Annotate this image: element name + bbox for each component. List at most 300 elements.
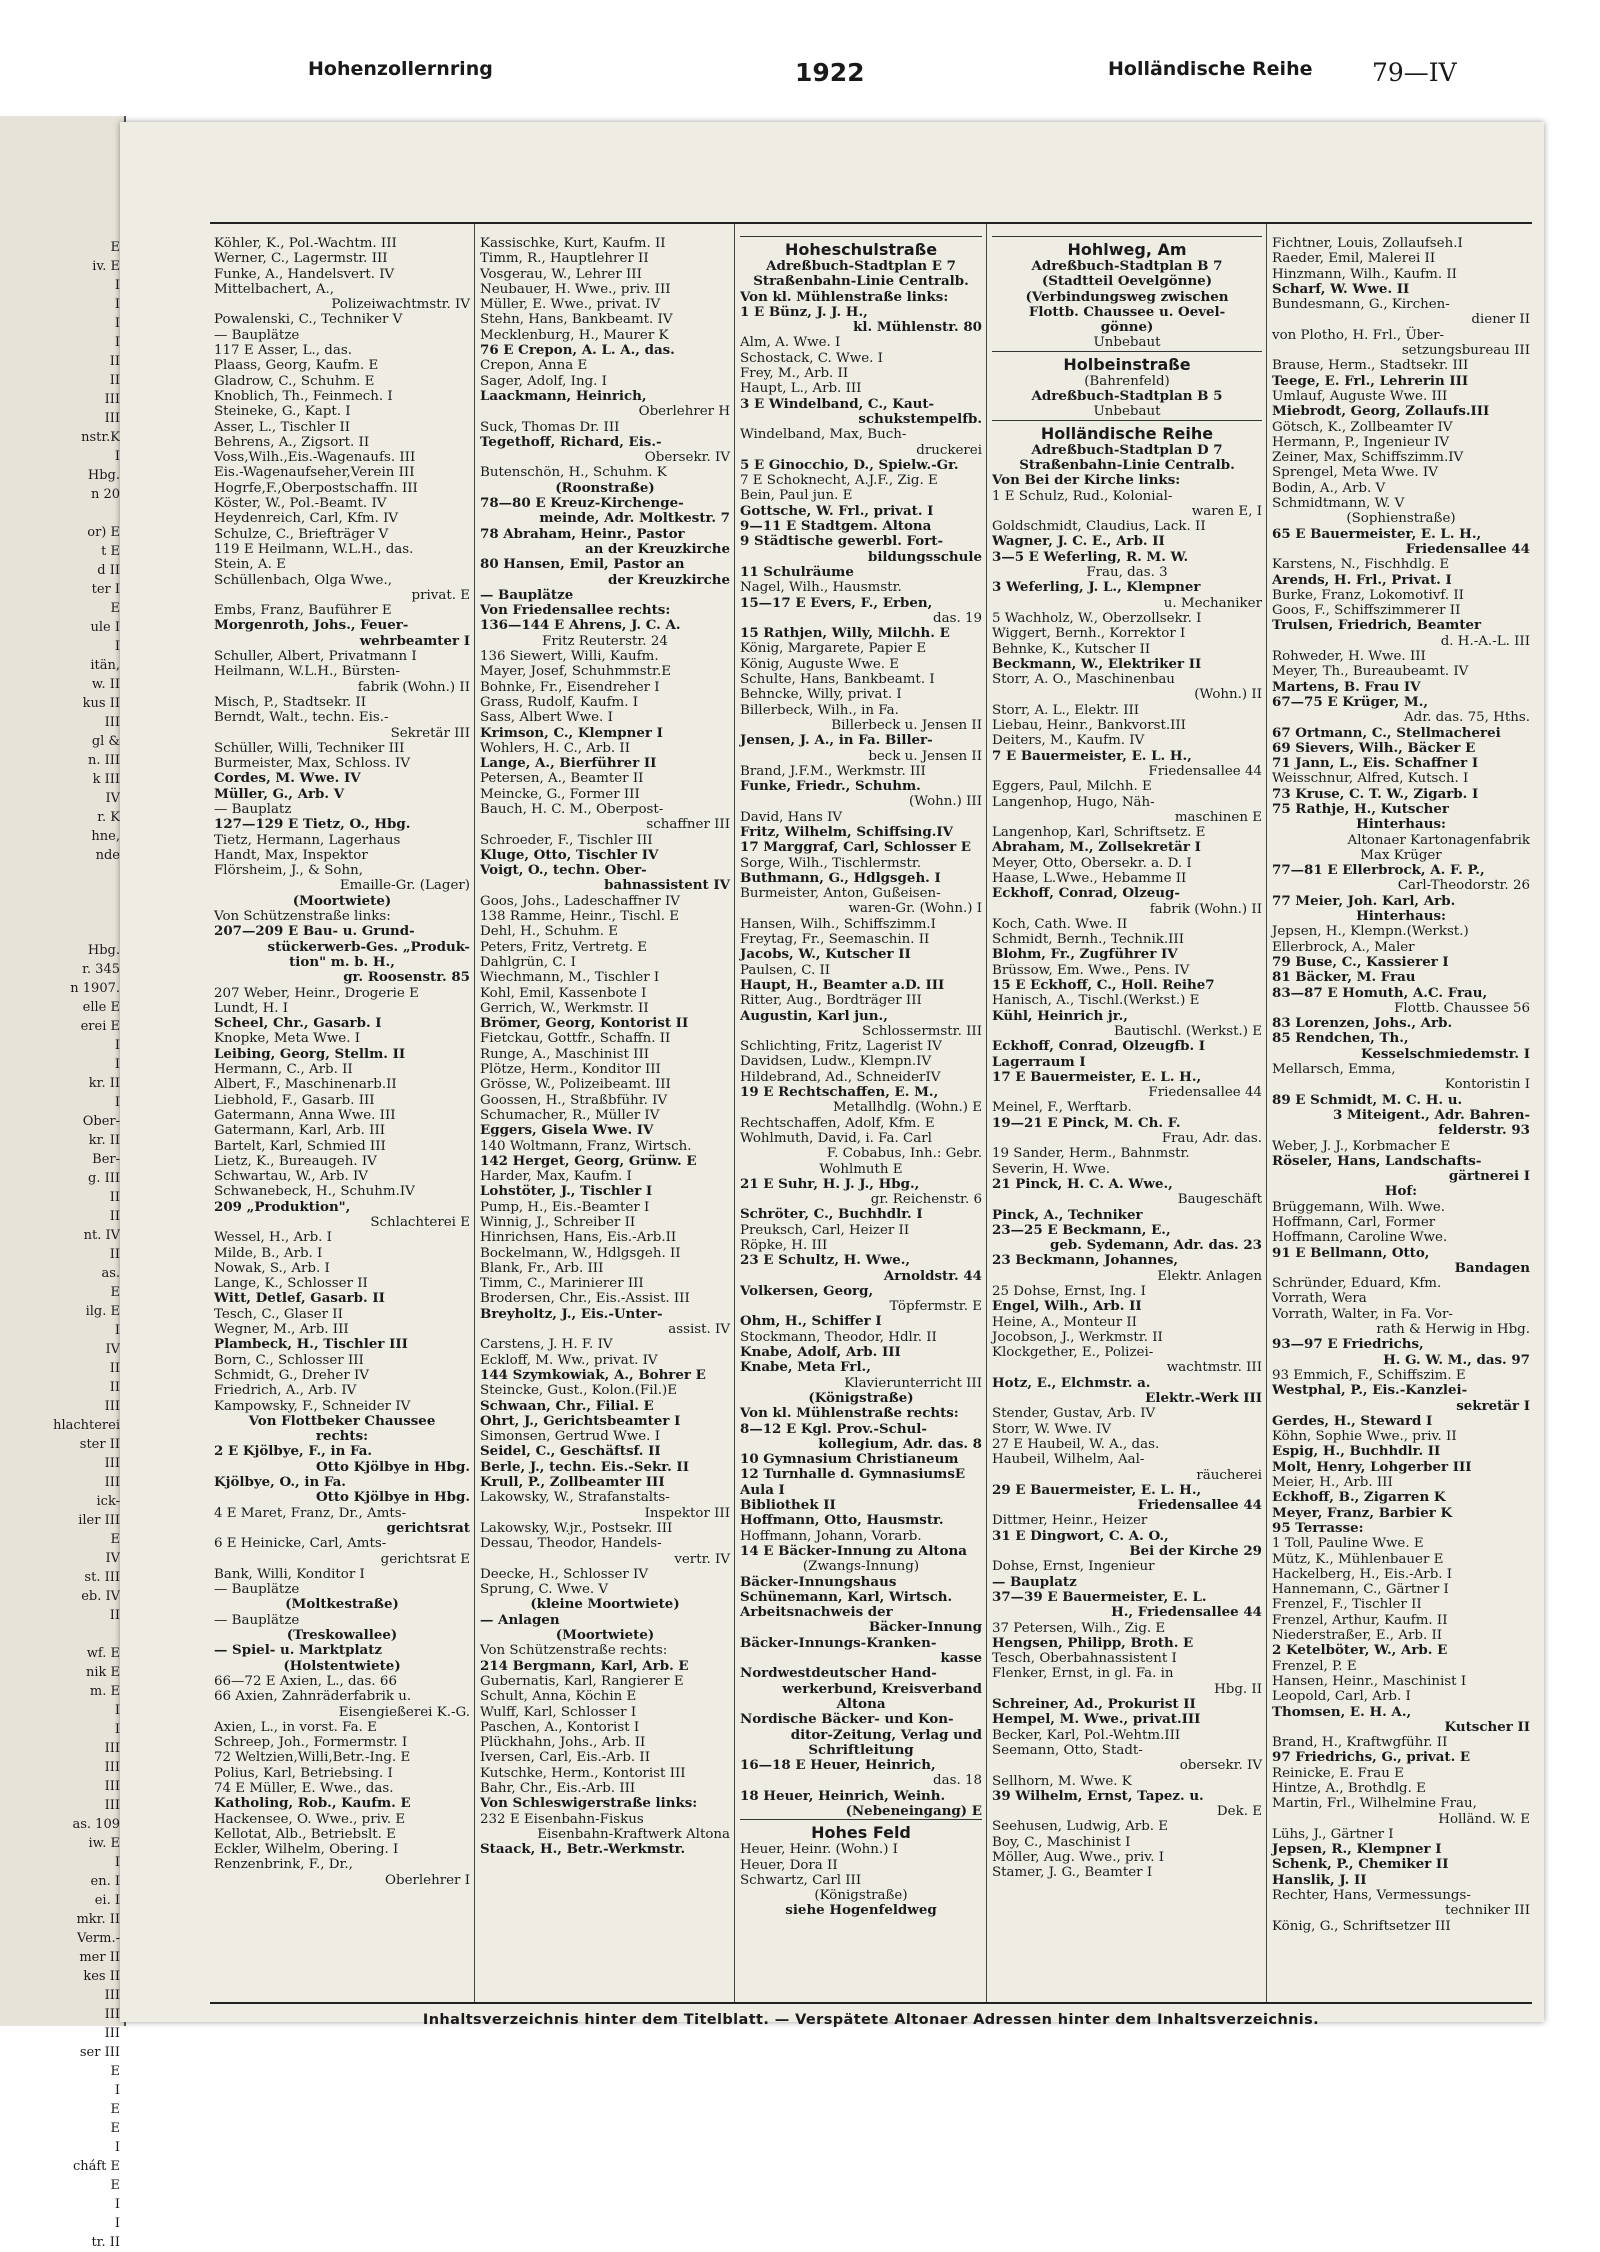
- previous-page-fragment: III: [104, 1456, 120, 1471]
- directory-entry: 85 Rendchen, Th.,: [1272, 1030, 1409, 1047]
- directory-entry: Eckhoff, Conrad, Olzeug-: [992, 885, 1180, 902]
- directory-entry: Lagerraum I: [992, 1053, 1086, 1070]
- directory-entry: (Stadtteil Oevelgönne): [1041, 273, 1213, 290]
- directory-entry: Pump, H., Eis.-Beamter I: [480, 1199, 650, 1215]
- directory-entry: Friedrich, A., Arb. IV: [214, 1383, 357, 1399]
- directory-entry: Adreßbuch-Stadtplan B 5: [1031, 388, 1223, 405]
- directory-entry: Eckhoff, B., Zigarren K: [1272, 1489, 1446, 1506]
- directory-entry: Dehl, H., Schuhm. E: [480, 924, 619, 940]
- directory-entry: Holländ. W. E: [1438, 1811, 1530, 1827]
- directory-entry: Deiters, M., Kaufm. IV: [992, 733, 1145, 749]
- directory-column-1: [214, 236, 470, 1998]
- directory-entry: Straßenbahn-Linie Centralb.: [1019, 456, 1235, 473]
- directory-entry: Flottb. Chaussee 56: [1394, 1000, 1530, 1016]
- directory-entry: Wiechmann, M., Tischler I: [480, 970, 660, 986]
- directory-entry: Sager, Adolf, Ing. I: [480, 373, 607, 389]
- previous-page-fragment: II: [109, 1361, 120, 1376]
- directory-entry: Steincke, Gust., Kolon.(Fil.)E: [480, 1383, 678, 1399]
- directory-entry: 67—75 E Krüger, M.,: [1272, 693, 1429, 710]
- directory-entry: Martens, B. Frau IV: [1272, 678, 1421, 695]
- directory-entry: Schmidt, Bernh., Technik.III: [992, 932, 1185, 948]
- directory-entry: Elektr.-Werk III: [1145, 1390, 1262, 1407]
- previous-page-fragment: III: [104, 1798, 120, 1813]
- directory-entry: Lühs, J., Gärtner I: [1272, 1826, 1394, 1842]
- directory-entry: der Kreuzkirche: [608, 571, 730, 588]
- directory-entry: Billerbeck u. Jensen II: [831, 717, 982, 733]
- directory-entry: Berle, J., techn. Eis.-Sekr. II: [480, 1458, 689, 1475]
- directory-entry: Bodin, A., Arb. V: [1272, 480, 1386, 496]
- directory-entry: 1 Toll, Pauline Wwe. E: [1272, 1536, 1424, 1552]
- directory-entry: u. Mechaniker: [1163, 595, 1262, 611]
- directory-entry: Röpke, H. III: [740, 1238, 828, 1253]
- directory-entry: Miebrodt, Georg, Zollaufs.III: [1272, 403, 1490, 420]
- directory-entry: Paulsen, C. II: [740, 962, 831, 978]
- directory-entry: Cordes, M. Wwe. IV: [214, 770, 361, 787]
- directory-entry: Von kl. Mühlenstraße rechts:: [740, 1405, 959, 1422]
- previous-page-fragment: III: [104, 1988, 120, 2003]
- directory-entry: Kesselschmiedemstr. I: [1361, 1045, 1530, 1062]
- directory-entry: Bahr, Chr., Eis.-Arb. III: [480, 1780, 636, 1796]
- previous-page-fragment: ter I: [91, 582, 120, 597]
- directory-entry: Adr. das. 75, Hths.: [1404, 710, 1530, 726]
- directory-entry: felderstr. 93: [1438, 1122, 1530, 1139]
- directory-entry: druckerei: [916, 442, 982, 458]
- directory-entry: H. G. W. M., das. 97: [1383, 1351, 1530, 1368]
- directory-entry: Alm, A. Wwe. I: [740, 335, 841, 351]
- directory-entry: Sellhorn, M. Wwe. K: [992, 1773, 1132, 1789]
- directory-entry: Hoffmann, Caroline Wwe.: [1272, 1230, 1448, 1246]
- directory-entry: gönne): [1100, 319, 1154, 336]
- directory-entry: Schlossermstr. III: [862, 1023, 982, 1039]
- directory-entry: Meincke, G., Former III: [480, 786, 640, 802]
- directory-entry: 37—39 E Bauermeister, E. L.: [992, 1588, 1207, 1605]
- directory-column-5: [1272, 236, 1530, 1998]
- directory-entry: assist. IV: [668, 1322, 730, 1338]
- directory-entry: gr. Roosenstr. 85: [343, 969, 470, 986]
- directory-entry: Hbg. II: [1214, 1681, 1262, 1697]
- directory-entry: Simonsen, Gertrud Wwe. I: [480, 1429, 660, 1445]
- directory-entry: Petersen, A., Beamter II: [480, 771, 644, 787]
- directory-entry: Stockmann, Theodor, Hdlr. II: [740, 1329, 937, 1345]
- directory-entry: 71 Jann, L., Eis. Schaffner I: [1272, 755, 1479, 772]
- previous-page-fragment: II: [109, 1608, 120, 1623]
- directory-entry: Abraham, M., Zollsekretär I: [992, 839, 1201, 856]
- header-year: 1922: [795, 58, 865, 87]
- directory-entry: rechts:: [315, 1428, 369, 1445]
- directory-entry: Reinicke, E. Frau E: [1272, 1765, 1404, 1781]
- directory-entry: 37 Petersen, Wilh., Zig. E: [992, 1620, 1166, 1636]
- directory-entry: Schostack, C. Wwe. I: [740, 350, 883, 366]
- directory-entry: Haupt, L., Arb. III: [740, 381, 862, 397]
- directory-entry: 67 Ortmann, C., Stellmacherei: [1272, 724, 1501, 741]
- directory-entry: Hermann, P., Ingenieur IV: [1272, 434, 1449, 450]
- directory-entry: Schriftleitung: [808, 1741, 914, 1758]
- previous-page-fragment: hlachterei: [53, 1418, 120, 1433]
- directory-entry: Voigt, O., techn. Ober-: [480, 862, 647, 879]
- directory-entry: Friedensallee 44: [1405, 540, 1530, 557]
- directory-entry: (Moortwiete): [292, 892, 392, 909]
- directory-entry: Stein, A. E: [214, 557, 286, 573]
- previous-page-fragment: n 20: [90, 487, 120, 502]
- directory-entry: Gatermann, Anna Wwe. III: [214, 1107, 396, 1123]
- previous-page-fragment: II: [109, 1190, 120, 1205]
- previous-page-fragment: iv. E: [92, 259, 120, 274]
- directory-entry: Dohse, Ernst, Ingenieur: [992, 1559, 1155, 1575]
- previous-page-fragment: r. 345: [82, 962, 120, 977]
- directory-entry: Pinck, A., Techniker: [992, 1206, 1143, 1223]
- directory-entry: Goos, Johs., Ladeschaffner IV: [480, 893, 680, 909]
- directory-entry: Eisenbahn-Kraftwerk Altona: [537, 1826, 730, 1842]
- directory-entry: 17 E Bauermeister, E. L. H.,: [992, 1068, 1202, 1085]
- previous-page-fragment: eb. IV: [81, 1589, 120, 1604]
- directory-entry: 144 Szymkowiak, A., Bohrer E: [480, 1366, 706, 1383]
- directory-entry: — Bauplätze: [214, 327, 300, 343]
- directory-entry: Sprengel, Meta Wwe. IV: [1272, 465, 1438, 481]
- directory-entry: ditor-Zeitung, Verlag und: [790, 1726, 982, 1743]
- directory-entry: Köster, W., Pol.-Beamt. IV: [214, 496, 387, 512]
- directory-entry: 15 E Eckhoff, C., Holl. Reihe7: [992, 977, 1215, 994]
- directory-entry: Koch, Cath. Wwe. II: [992, 916, 1128, 932]
- directory-entry: wehrbeamter I: [359, 632, 470, 649]
- directory-entry: Gatermann, Karl, Arb. III: [214, 1123, 386, 1139]
- directory-entry: Adreßbuch-Stadtplan D 7: [1031, 441, 1223, 458]
- previous-page-fragment: [0, 903, 124, 922]
- directory-entry: Von Schützenstraße rechts:: [480, 1643, 668, 1659]
- directory-entry: Blank, Fr., Arb. III: [480, 1260, 604, 1276]
- directory-entry: 1 E Bünz, J. J. H.,: [740, 303, 868, 320]
- directory-entry: fabrik (Wohn.) II: [357, 679, 470, 695]
- directory-entry: Gladrow, C., Schuhm. E: [214, 373, 375, 389]
- directory-entry: Von Schleswigerstraße links:: [480, 1795, 698, 1812]
- directory-entry: setzungsbureau III: [1401, 343, 1530, 359]
- directory-entry: Schult, Anna, Köchin E: [480, 1689, 637, 1705]
- previous-page-fragment: III: [104, 2026, 120, 2041]
- directory-entry: Baugeschäft: [1177, 1192, 1262, 1208]
- directory-entry: Altona: [836, 1695, 886, 1712]
- directory-entry: Von Schützenstraße links:: [214, 909, 391, 925]
- previous-page-fragment: I: [114, 2140, 120, 2155]
- directory-entry: Mellarsch, Emma,: [1272, 1062, 1396, 1078]
- directory-entry: Bei der Kirche 29: [1129, 1543, 1262, 1560]
- previous-page-fragment: ei. I: [94, 1893, 120, 1908]
- directory-entry: Weber, J. J., Korbmacher E: [1272, 1138, 1451, 1154]
- directory-entry: 81 Bäcker, M. Frau: [1272, 969, 1416, 986]
- previous-page-fragment: Ber-: [92, 1152, 120, 1167]
- directory-entry: Adreßbuch-Stadtplan B 7: [1031, 258, 1223, 274]
- directory-entry: 66—72 E Axien, L., das. 66: [214, 1673, 397, 1689]
- directory-entry: 95 Terrasse:: [1272, 1519, 1364, 1536]
- directory-entry: Kutschke, Herm., Kontorist III: [480, 1765, 686, 1781]
- previous-page-fragment: IV: [105, 1551, 120, 1566]
- directory-entry: Plaass, Georg, Kaufm. E: [214, 358, 379, 374]
- street-heading: Holbeinstraße: [992, 351, 1262, 374]
- directory-entry: 119 E Heilmann, W.L.H., das.: [214, 541, 414, 557]
- directory-entry: Hanisch, A., Tischl.(Werkst.) E: [992, 993, 1200, 1009]
- previous-page-fragment: II: [109, 1380, 120, 1395]
- directory-entry: Kühl, Heinrich jr.,: [992, 1007, 1128, 1024]
- directory-entry: Kjölbye, O., in Fa.: [214, 1474, 346, 1491]
- directory-entry: Frenzel, F., Tischler II: [1272, 1597, 1422, 1613]
- directory-entry: 127—129 E Tietz, O., Hbg.: [214, 816, 411, 833]
- directory-entry: waren-Gr. (Wohn.) I: [848, 901, 982, 917]
- directory-entry: Meyer, Franz, Barbier K: [1272, 1504, 1453, 1521]
- previous-page-fragment: III: [104, 2007, 120, 2022]
- directory-entry: Freytag, Fr., Seemaschin. II: [740, 932, 930, 948]
- directory-entry: Burmeister, Max, Schloss. IV: [214, 756, 411, 772]
- directory-entry: — Spiel- u. Marktplatz: [214, 1642, 382, 1659]
- previous-page-fragment: I: [114, 1722, 120, 1737]
- previous-page-fragment: E: [110, 240, 120, 255]
- previous-page-fragment: I: [114, 639, 120, 654]
- previous-page-fragment: cháft E: [72, 2159, 120, 2174]
- directory-entry: Frau, das. 3: [1086, 565, 1168, 581]
- directory-entry: Fritz, Wilhelm, Schiffsing.IV: [740, 823, 954, 840]
- directory-entry: Brause, Herm., Stadtsekr. III: [1272, 358, 1469, 374]
- previous-page-fragment: nik E: [85, 1665, 120, 1680]
- directory-entry: 136 Siewert, Willi, Kaufm.: [480, 649, 659, 665]
- directory-entry: Burmeister, Anton, Gußeisen-: [740, 886, 941, 902]
- directory-entry: werkerbund, Kreisverband: [782, 1680, 982, 1697]
- previous-page-fragment: tr. II: [91, 2235, 120, 2250]
- directory-entry: Kellotat, Alb., Betriebslt. E: [214, 1826, 396, 1842]
- previous-page-fragment: elle E: [82, 1000, 120, 1015]
- directory-entry: von Plotho, H. Frl., Über-: [1272, 327, 1445, 343]
- directory-entry: Mütz, K., Mühlenbauer E: [1272, 1551, 1444, 1567]
- directory-entry: Hof:: [1384, 1183, 1418, 1200]
- directory-entry: Nordische Bäcker- und Kon-: [740, 1711, 954, 1728]
- directory-entry: Bibliothek II: [740, 1497, 836, 1514]
- directory-entry: Elektr. Anlagen: [1157, 1268, 1262, 1284]
- previous-page-fragment: I: [114, 335, 120, 350]
- directory-entry: Frenzel, P. E: [1272, 1658, 1357, 1674]
- directory-entry: Wulff, Karl, Schlosser I: [480, 1704, 637, 1720]
- directory-entry: Vosgerau, W., Lehrer III: [480, 266, 642, 282]
- directory-entry: 2 E Kjölbye, F., in Fa.: [214, 1443, 373, 1460]
- previous-page-fragment: r. K: [97, 810, 120, 825]
- directory-entry: Nagel, Wilh., Hausmstr.: [740, 580, 902, 596]
- directory-entry: Windelband, Max, Buch-: [740, 427, 907, 443]
- directory-entry: Meyer, Th., Bureaubeamt. IV: [1272, 664, 1469, 680]
- directory-entry: Schlachterei E: [370, 1215, 470, 1230]
- directory-entry: Boy, C., Maschinist I: [992, 1834, 1131, 1850]
- directory-entry: Hildebrand, Ad., SchneiderIV: [740, 1069, 941, 1085]
- directory-entry: gärtnerei I: [1448, 1168, 1530, 1185]
- directory-entry: Heine, A., Monteur II: [992, 1314, 1137, 1330]
- directory-entry: (Wohn.) II: [1194, 687, 1262, 703]
- directory-entry: Storr, A. L., Elektr. III: [992, 702, 1140, 718]
- directory-entry: schaffner III: [646, 817, 730, 833]
- street-heading: Holländische Reihe: [992, 420, 1262, 443]
- directory-column-3: [740, 236, 982, 1998]
- directory-entry: 91 E Bellmann, Otto,: [1272, 1244, 1430, 1261]
- directory-entry: Thomsen, E. H. A.,: [1272, 1703, 1412, 1720]
- previous-page-fragment: I: [114, 2216, 120, 2231]
- directory-entry: Timm, R., Hauptlehrer II: [480, 251, 649, 267]
- previous-page-fragment: ilg. E: [85, 1304, 120, 1319]
- directory-entry: Schenk, P., Chemiker II: [1272, 1856, 1449, 1873]
- directory-entry: kasse: [940, 1650, 982, 1667]
- directory-entry: Brand, J.F.M., Werkmstr. III: [740, 763, 926, 779]
- previous-page-fragment: iw. E: [88, 1836, 120, 1851]
- directory-entry: Tesch, C., Glaser II: [214, 1306, 343, 1322]
- directory-entry: Schmidt, G., Dreher IV: [214, 1367, 369, 1383]
- directory-entry: 209 „Produktion",: [214, 1198, 351, 1215]
- directory-entry: Bauch, H. C. M., Oberpost-: [480, 801, 664, 817]
- directory-entry: Steineke, G., Kapt. I: [214, 404, 351, 420]
- previous-page-fragment: E: [110, 1285, 120, 1300]
- directory-entry: 7 E Schoknecht, A.J.F., Zig. E: [740, 473, 938, 489]
- directory-entry: Dittmer, Heinr., Heizer: [992, 1513, 1148, 1529]
- previous-page-fragment: E: [110, 2121, 120, 2136]
- directory-entry: Jepsen, H., Klempn.(Werkst.): [1272, 924, 1469, 940]
- directory-entry: Zeiner, Max, Schiffszimm.IV: [1272, 450, 1464, 466]
- header-street-from: Hohenzollernring: [308, 58, 493, 80]
- directory-entry: Emaille-Gr. (Lager): [339, 878, 470, 894]
- directory-entry: Dessau, Theodor, Handels-: [480, 1536, 662, 1552]
- directory-entry: Brand, H., Kraftwgführ. II: [1272, 1735, 1448, 1751]
- directory-entry: Wegner, M., Arb. III: [214, 1322, 349, 1338]
- previous-page-fragment: E: [110, 2178, 120, 2193]
- directory-entry: 93 Emmich, F., Schiffszim. E: [1272, 1367, 1466, 1383]
- previous-page-fragment: kes II: [83, 1969, 120, 1984]
- directory-entry: Haubeil, Wilhelm, Aal-: [992, 1452, 1145, 1468]
- directory-entry: 23 E Schultz, H. Wwe.,: [740, 1252, 911, 1269]
- previous-page-fragment: ser III: [79, 2045, 120, 2060]
- directory-entry: Brüggemann, Wilh. Wwe.: [1272, 1199, 1446, 1215]
- directory-entry: fabrik (Wohn.) II: [1149, 901, 1262, 917]
- directory-entry: Crepon, Anna E: [480, 358, 588, 374]
- previous-page-fragment: as. 109: [72, 1817, 120, 1832]
- directory-entry: Frey, M., Arb. II: [740, 366, 849, 382]
- directory-entry: Peters, Fritz, Vertretg. E: [480, 939, 648, 955]
- directory-entry: Espig, H., Buchhdlr. II: [1272, 1443, 1441, 1460]
- directory-entry: Lange, K., Schlosser II: [214, 1276, 368, 1292]
- directory-entry: Rechter, Hans, Vermessungs-: [1272, 1888, 1471, 1904]
- previous-page-fragment: Hbg.: [87, 468, 120, 483]
- directory-entry: Straßenbahn-Linie Centralb.: [753, 273, 969, 290]
- directory-entry: Eisengießerei K.-G.: [338, 1704, 470, 1720]
- directory-entry: Paschen, A., Kontorist I: [480, 1719, 640, 1735]
- directory-entry: (Königstraße): [808, 1389, 914, 1406]
- directory-entry: Müller, E. Wwe., privat. IV: [480, 297, 661, 313]
- directory-entry: rath & Herwig in Hbg.: [1376, 1322, 1530, 1338]
- directory-entry: kl. Mühlenstr. 80: [853, 319, 982, 336]
- directory-entry: Sekretär III: [390, 725, 470, 741]
- directory-entry: Bäcker-Innungshaus: [740, 1573, 897, 1590]
- directory-entry: Gottsche, W. Frl., privat. I: [740, 502, 934, 519]
- directory-entry: Sass, Albert Wwe. I: [480, 710, 613, 726]
- directory-entry: Von Bei der Kirche links:: [992, 472, 1181, 489]
- directory-entry: 69 Sievers, Wilh., Bäcker E: [1272, 739, 1476, 756]
- directory-entry: Eckhoff, Conrad, Olzeugfb. I: [992, 1038, 1206, 1055]
- directory-entry: Stender, Gustav, Arb. IV: [992, 1406, 1156, 1422]
- previous-page-fragment: I: [114, 1038, 120, 1053]
- directory-entry: Hogrfe,F.,Oberpostschaffn. III: [214, 480, 418, 496]
- directory-entry: 1 E Schulz, Rud., Kolonial-: [992, 488, 1173, 504]
- directory-entry: (Roonstraße): [555, 479, 655, 496]
- previous-page-fragment: k III: [92, 772, 120, 787]
- directory-entry: kollegium, Adr. das. 8: [818, 1435, 982, 1452]
- directory-entry: Ohm, H., Schiffer I: [740, 1313, 882, 1330]
- previous-page-fragment: ster II: [79, 1437, 120, 1452]
- directory-entry: 78—80 E Kreuz-Kirchenge-: [480, 495, 684, 512]
- directory-entry: Severin, H. Wwe.: [992, 1161, 1111, 1177]
- directory-entry: Axien, L., in vorst. Fa. E: [214, 1719, 377, 1735]
- directory-entry: Eis.-Wagenaufseher,Verein III: [214, 465, 415, 481]
- directory-entry: Seidel, C., Geschäftsf. II: [480, 1443, 661, 1460]
- directory-entry: waren E, I: [1191, 503, 1262, 519]
- previous-page-fragment: II: [109, 354, 120, 369]
- directory-entry: (Königstraße): [814, 1888, 908, 1904]
- directory-entry: Tegethoff, Richard, Eis.-: [480, 433, 662, 450]
- directory-entry: 15—17 E Evers, F., Erben,: [740, 594, 933, 611]
- directory-entry: König, Margarete, Papier E: [740, 641, 927, 657]
- directory-entry: Wagner, J. C. E., Arb. II: [992, 533, 1165, 550]
- previous-page-fragment: I: [114, 449, 120, 464]
- previous-page-text: [0, 116, 124, 2252]
- directory-entry: 16—18 E Heuer, Heinrich,: [740, 1757, 936, 1774]
- previous-page-fragment: Hbg.: [87, 943, 120, 958]
- previous-page-fragment: nde: [95, 848, 120, 863]
- previous-page-fragment: III: [104, 715, 120, 730]
- directory-entry: 21 E Suhr, H. J. J., Hbg.,: [740, 1175, 920, 1192]
- directory-entry: 27 E Haubeil, W. A., das.: [992, 1436, 1160, 1452]
- directory-entry: Behnke, K., Kutscher II: [992, 641, 1151, 657]
- directory-entry: Bohnke, Fr., Eisendreher I: [480, 679, 660, 695]
- directory-entry: Schuller, Albert, Privatmann I: [214, 649, 417, 665]
- directory-entry: Morgenroth, Johs., Feuer-: [214, 617, 409, 634]
- directory-entry: Hinzmann, Wilh., Kaufm. II: [1272, 266, 1457, 282]
- previous-page-fragment: kr. II: [88, 1076, 120, 1091]
- directory-entry: Liebau, Heinr., Bankvorst.III: [992, 718, 1186, 734]
- directory-entry: Deecke, H., Schlosser IV: [480, 1566, 649, 1582]
- directory-entry: 3 E Windelband, C., Kaut-: [740, 395, 935, 412]
- previous-page-fragment: I: [114, 2197, 120, 2212]
- directory-entry: Metallhdlg. (Wohn.) E: [832, 1100, 982, 1116]
- previous-page-fragment: [0, 865, 124, 884]
- directory-entry: 65 E Bauermeister, E. L. H.,: [1272, 525, 1482, 542]
- directory-entry: 12 Turnhalle d. GymnasiumsE: [740, 1466, 966, 1483]
- directory-entry: (kleine Moortwiete): [530, 1596, 680, 1613]
- column-divider: [986, 224, 987, 2002]
- previous-page-fragment: III: [104, 1760, 120, 1775]
- directory-entry: 15 Rathjen, Willy, Milchh. E: [740, 625, 950, 642]
- directory-entry: Gubernatis, Karl, Rangierer E: [480, 1673, 684, 1689]
- directory-entry: Schreiner, Ad., Prokurist II: [992, 1696, 1196, 1713]
- directory-entry: Polius, Karl, Betriebsing. I: [214, 1765, 393, 1781]
- directory-entry: Kluge, Otto, Tischler IV: [480, 846, 659, 863]
- directory-entry: Butenschön, H., Schuhm. K: [480, 465, 667, 481]
- directory-entry: Ritter, Aug., Bordträger III: [740, 993, 922, 1009]
- footer-note: Inhaltsverzeichnis hinter dem Titelblatt. — Verspätete Altonaer Adressen hinter dem Inhaltsverzeichnis.: [422, 2012, 1320, 2028]
- directory-entry: Behncke, Willy, privat. I: [740, 687, 902, 703]
- directory-entry: Jensen, J. A., in Fa. Biller-: [740, 732, 933, 749]
- directory-entry: Schröter, C., Buchhdlr. I: [740, 1206, 923, 1223]
- previous-page-fragment: m. E: [89, 1684, 120, 1699]
- column-divider: [474, 224, 475, 2002]
- directory-entry: Otto Kjölbye in Hbg.: [316, 1489, 470, 1506]
- directory-entry: Lohstöter, J., Tischler I: [480, 1183, 653, 1200]
- previous-page-fragment: I: [114, 1703, 120, 1718]
- previous-page-fragment: mkr. II: [76, 1912, 120, 1927]
- directory-entry: Asser, L., Tischler II: [214, 419, 351, 435]
- previous-page-fragment: Ober-: [82, 1114, 120, 1129]
- street-heading: Hohes Feld: [740, 1819, 982, 1842]
- directory-entry: Von Friedensallee rechts:: [480, 602, 671, 619]
- directory-entry: techniker III: [1445, 1903, 1530, 1919]
- directory-entry: Tesch, Oberbahnassistent I: [992, 1651, 1177, 1667]
- directory-entry: Röseler, Hans, Landschafts-: [1272, 1152, 1482, 1169]
